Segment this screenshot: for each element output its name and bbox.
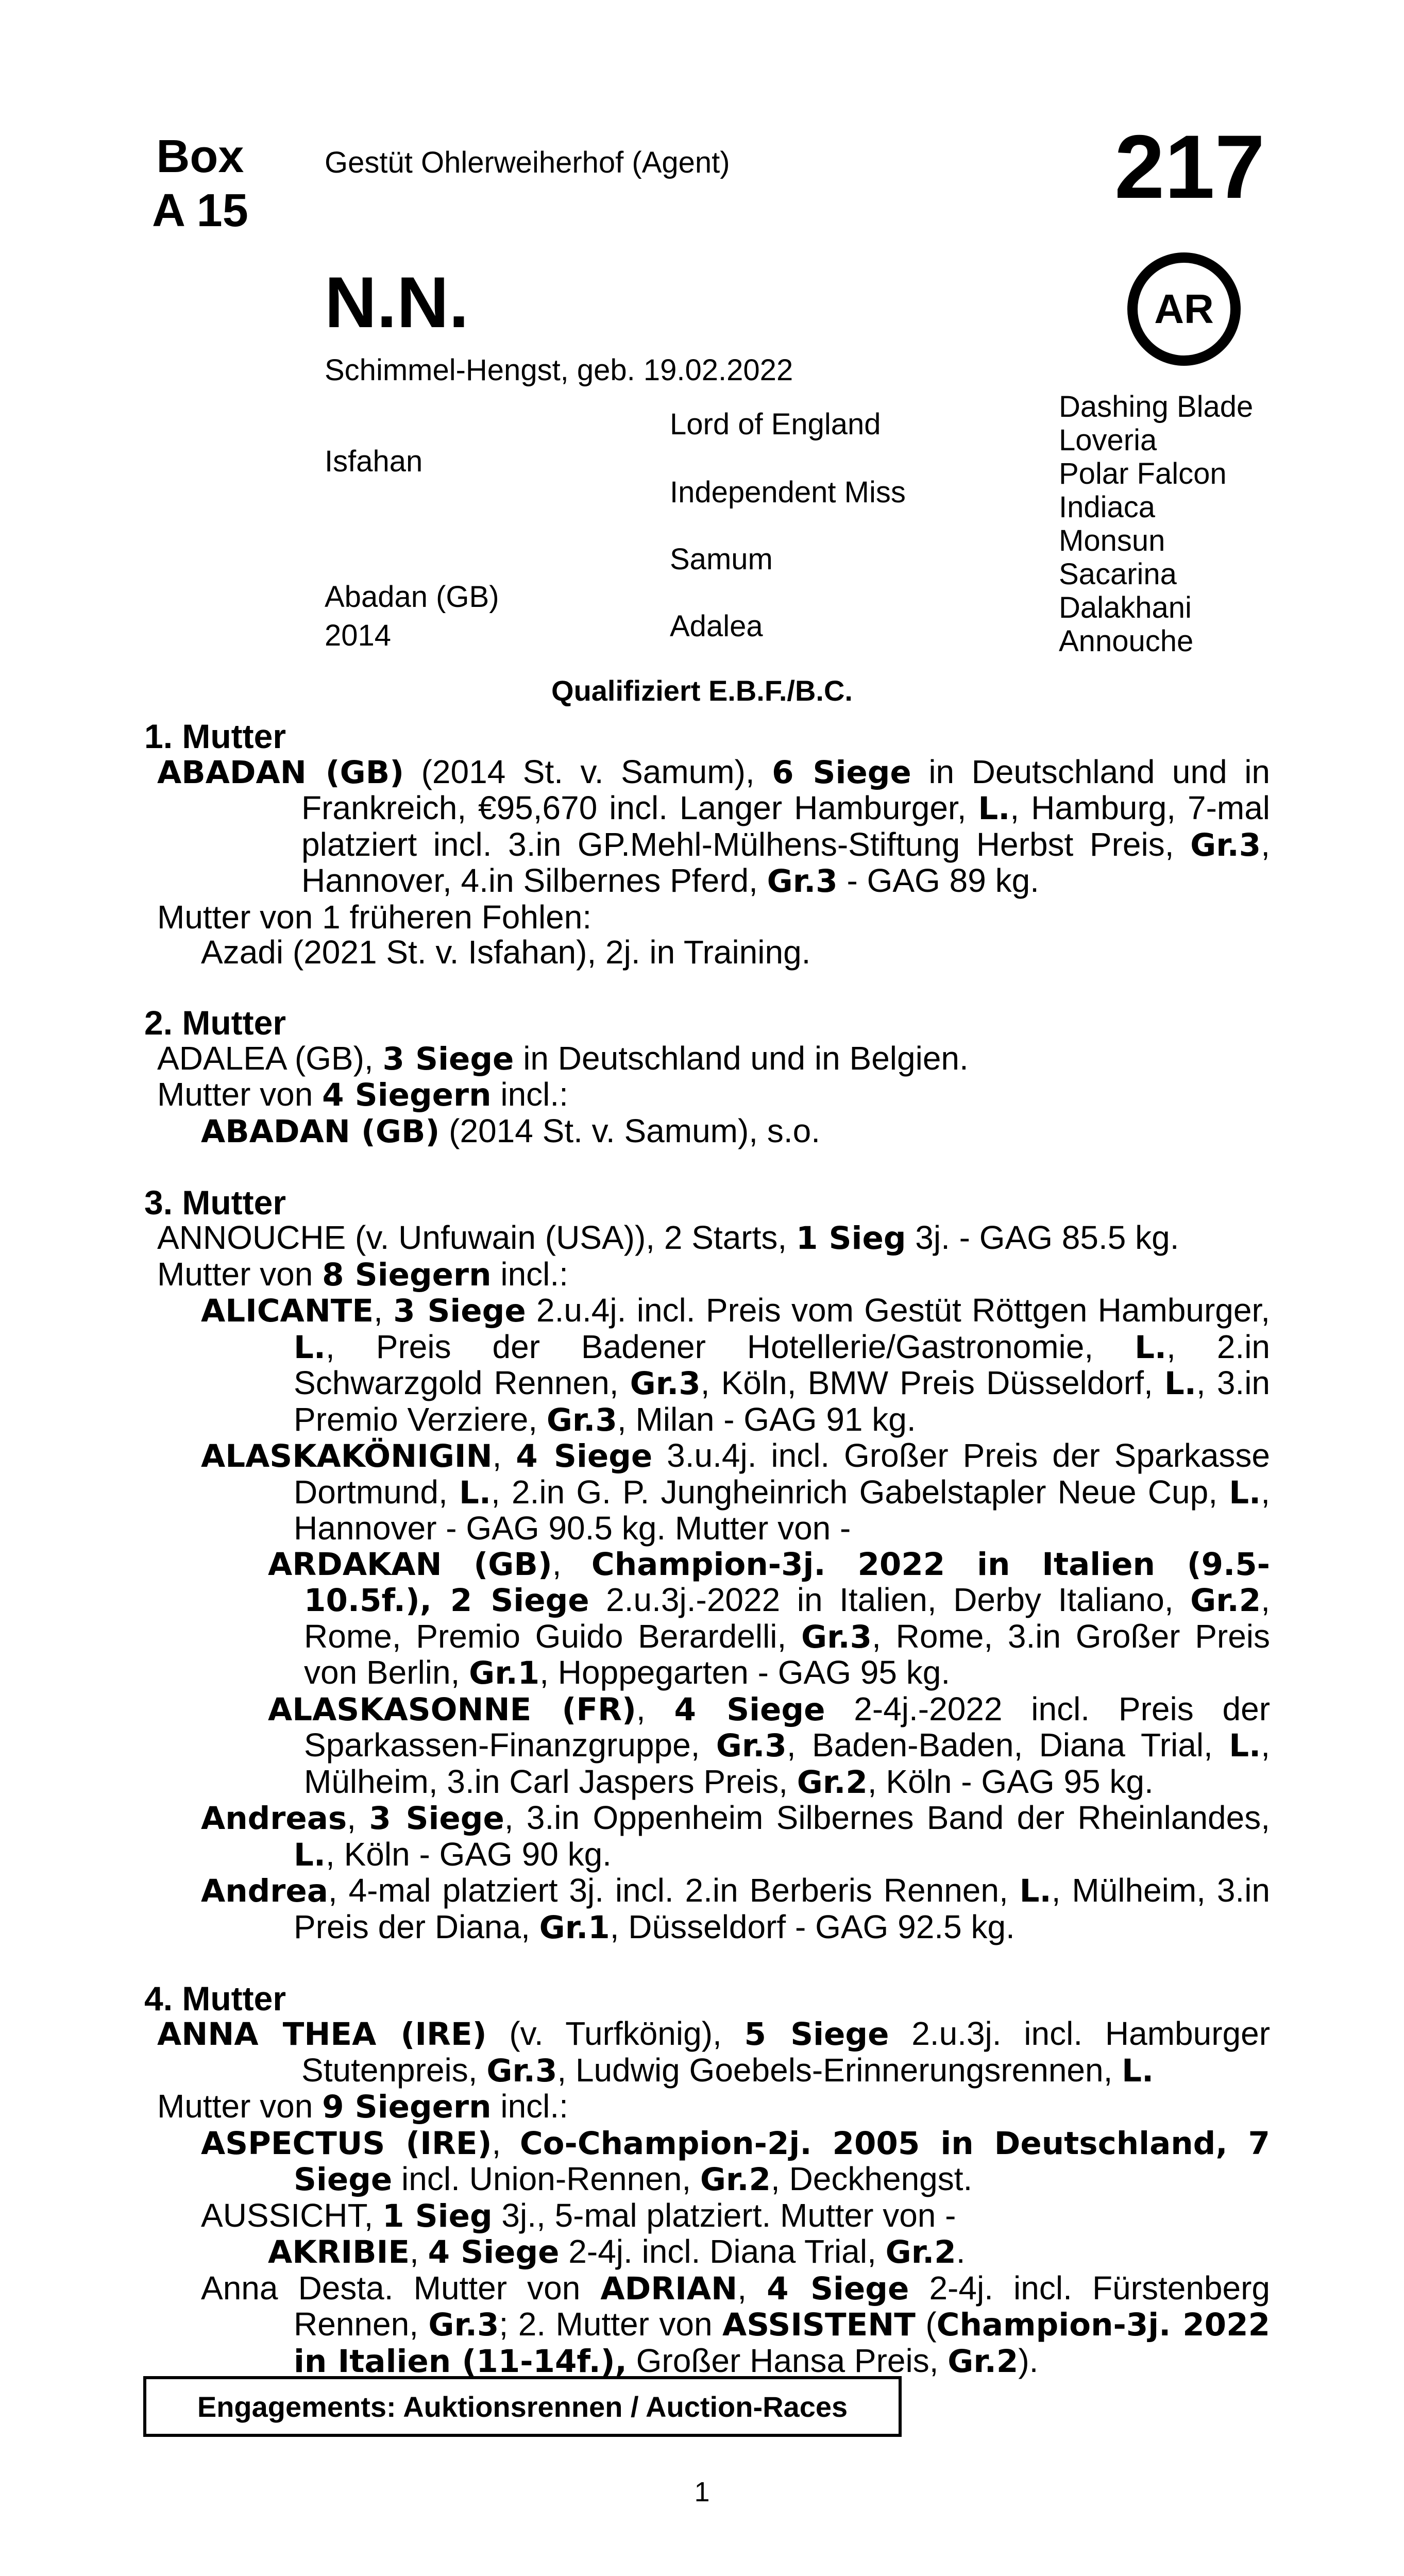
produce-intro: Mutter von 9 Siegern incl.: xyxy=(157,2088,568,2125)
dam-entry: ABADAN (GB) (2014 St. v. Samum), 6 Siege in Deutschland und in Frankreich, €95,670 incl. Langer Hamburger, L., Hamburg, 7-mal platziert incl. 3.in GP.Mehl-Mülhens-Stiftung Herbst Preis, Gr.3, Hannover, 4.in Silbernes Pferd, Gr.3 - GAG 89 kg. xyxy=(157,753,1270,900)
horse-description: Schimmel-Hengst, geb. 19.02.2022 xyxy=(325,353,793,387)
grandproduce-entry: ALASKASONNE (FR), 4 Siege 2-4j.-2022 incl. Preis der Sparkassen-Finanzgruppe, Gr.3, Baden-Baden, Diana Trial, L., Mülheim, 3.in Carl Jaspers Preis, Gr.2, Köln - GAG 95 kg. xyxy=(268,1690,1271,1801)
pedigree-grandparent: Samum xyxy=(670,543,773,576)
section-heading-1st-dam: 1. Mutter xyxy=(144,717,286,755)
pedigree-sire: Isfahan xyxy=(325,445,423,478)
page-number: 1 xyxy=(694,2477,710,2507)
produce-entry: Azadi (2021 St. v. Isfahan), 2j. in Training. xyxy=(201,934,811,971)
produce-entry: ABADAN (GB) (2014 St. v. Samum), s.o. xyxy=(201,1112,820,1150)
dam-entry: ANNA THEA (IRE) (v. Turfkönig), 5 Siege 2.u.3j. incl. Hamburger Stutenpreis, Gr.3, Ludwig Goebels-Erinnerungsrennen, L. xyxy=(157,2015,1270,2089)
pedigree-dam-year: 2014 xyxy=(325,619,392,652)
pedigree-great-grandparent: Sacarina xyxy=(1059,557,1177,591)
produce-entry: Anna Desta. Mutter von ADRIAN, 4 Siege 2-4j. incl. Fürstenberg Rennen, Gr.3; 2. Mutter von ASSISTENT (Champion-3j. 2022 in Italien (11-14f.), Großer Hansa Preis, Gr.2). xyxy=(201,2269,1271,2380)
pedigree-grandparent: Lord of England xyxy=(670,408,881,441)
produce-entry: ASPECTUS (IRE), Co-Champion-2j. 2005 in Deutschland, 7 Siege incl. Union-Rennen, Gr.2, Deckhengst. xyxy=(201,2124,1270,2198)
qualification-note: Qualifiziert E.B.F./B.C. xyxy=(551,674,853,707)
dam-entry: ADALEA (GB), 3 Siege in Deutschland und in Belgien. xyxy=(157,1039,969,1077)
pedigree-great-grandparent: Dashing Blade xyxy=(1059,390,1254,423)
engagements-box xyxy=(143,2376,902,2437)
horse-name: N.N. xyxy=(325,262,469,343)
produce-entry: Andreas, 3 Siege, 3.in Oppenheim Silbernes Band der Rheinlandes, L., Köln - GAG 90 kg. xyxy=(201,1799,1271,1873)
grandproduce-entry: AKRIBIE, 4 Siege 2-4j. incl. Diana Trial, Gr.2. xyxy=(268,2233,966,2270)
catalogue-body xyxy=(144,719,1270,2379)
produce-entry: ALICANTE, 3 Siege 2.u.4j. incl. Preis vom Gestüt Röttgen Hamburger, L., Preis der Badener Hotellerie/Gastronomie, L., 2.in Schwarzgold Rennen, Gr.3, Köln, BMW Preis Düsseldorf, L., 3.in Premio Verziere, Gr.3, Milan - GAG 91 kg. xyxy=(201,1292,1271,1438)
box-label xyxy=(152,130,248,238)
produce-entry: Andrea, 4-mal platziert 3j. incl. 2.in Berberis Rennen, L., Mülheim, 3.in Preis der Diana, Gr.1, Düsseldorf - GAG 92.5 kg. xyxy=(201,1872,1271,1946)
pedigree-grandparent: Independent Miss xyxy=(670,476,906,509)
pedigree-great-grandparent: Loveria xyxy=(1059,423,1157,457)
agent-name: Gestüt Ohlerweiherhof (Agent) xyxy=(325,146,730,179)
produce-entry: ALASKAKÖNIGIN, 4 Siege 3.u.4j. incl. Großer Preis der Sparkasse Dortmund, L., 2.in G. P. Jungheinrich Gabelstapler Neue Cup, L., Hannover - GAG 90.5 kg. Mutter von - xyxy=(201,1437,1271,1547)
pedigree-great-grandparent: Monsun xyxy=(1059,524,1165,557)
pedigree-great-grandparent: Dalakhani xyxy=(1059,591,1192,624)
pedigree-dam: Abadan (GB) xyxy=(325,580,499,614)
produce-intro: Mutter von 1 früheren Fohlen: xyxy=(157,898,592,936)
box-label-line2: A 15 xyxy=(152,185,248,236)
ar-badge xyxy=(1127,252,1241,366)
lot-number: 217 xyxy=(1114,117,1265,217)
produce-intro: Mutter von 8 Siegern incl.: xyxy=(157,1255,568,1293)
pedigree-great-grandparent: Annouche xyxy=(1059,624,1194,658)
produce-entry: AUSSICHT, 1 Sieg 3j., 5-mal platziert. Mutter von - xyxy=(201,2196,956,2234)
pedigree-great-grandparent: Indiaca xyxy=(1059,490,1156,524)
grandproduce-entry: ARDAKAN (GB), Champion-3j. 2022 in Italien (9.5-10.5f.), 2 Siege 2.u.3j.-2022 in Italien, Derby Italiano, Gr.2, Rome, Premio Guido Berardelli, Gr.3, Rome, 3.in Großer Preis von Berlin, Gr.1, Hoppegarten - GAG 95 kg. xyxy=(268,1545,1271,1691)
dam-entry: ANNOUCHE (v. Unfuwain (USA)), 2 Starts, 1 Sieg 3j. - GAG 85.5 kg. xyxy=(157,1219,1179,1257)
ar-badge-label: AR xyxy=(1154,286,1214,332)
section-heading-2nd-dam: 2. Mutter xyxy=(144,1004,286,1042)
section-heading-3rd-dam: 3. Mutter xyxy=(144,1183,286,1222)
pedigree-great-grandparent: Polar Falcon xyxy=(1059,457,1227,490)
pedigree-grandparent: Adalea xyxy=(670,609,763,643)
section-heading-4th-dam: 4. Mutter xyxy=(144,1979,286,2018)
engagements-label: Engagements: Auktionsrennen / Auction-Races xyxy=(197,2390,848,2423)
produce-intro: Mutter von 4 Siegern incl.: xyxy=(157,1076,568,1113)
box-label-line1: Box xyxy=(156,131,244,182)
